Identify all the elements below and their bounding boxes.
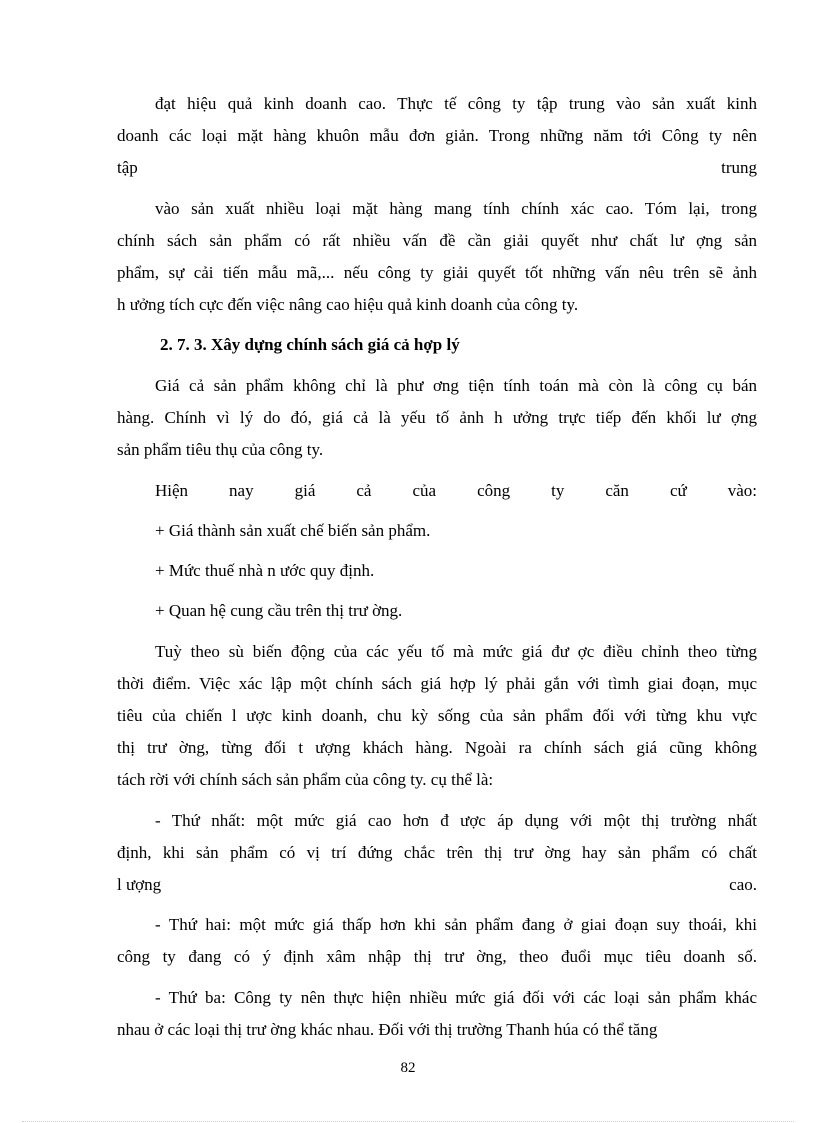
paragraph-line: đạt hiệu quả kinh doanh cao. Thực tế công ty tập trung vào sản xuất kinh [155,94,757,113]
word: của [412,481,437,500]
word: cứ [669,481,687,500]
paragraph-line: chính sách sản phẩm có rất nhiều vấn đề cần giải quyết như chất lư ợng sản [117,231,757,250]
paragraph-line: tách rời với chính sách sản phẩm của công ty. cụ thể là: [117,770,494,789]
point-line: nhau ở các loại thị trư ờng khác nhau. Đối với thị trường Thanh húa có thể tăng [117,1020,658,1039]
word: nay [229,481,254,500]
paragraph-line: Giá cả sản phẩm không chỉ là phư ơng tiện tính toán mà còn là công cụ bán [155,376,757,395]
point-line-right: cao. [729,875,757,894]
point-line-left: l ượng [117,875,162,894]
paragraph-line: thời điểm. Việc xác lập một chính sách giá hợp lý phải gắn với tìmh giai đoạn, mục [117,674,757,693]
spread-line [155,480,757,502]
paragraph-line: Tuỳ theo sù biến động của các yếu tố mà mức giá đư ợc điều chỉnh theo từng [155,642,757,661]
point-line: công ty đang có ý định xâm nhập thị trư ờng, theo đuổi mục tiêu doanh số. [117,947,757,966]
paragraph-line: phẩm, sự cải tiến mẫu mã,... nếu công ty giải quyết tốt những vấn nêu trên sẽ ảnh [117,263,757,282]
bullet-item: + Giá thành sản xuất chế biến sản phẩm. [155,521,431,540]
word: ty [551,481,565,500]
paragraph-line: tiêu của chiến l ược kinh doanh, chu kỳ sống của sản phẩm đối với từng khu vực [117,706,757,725]
word: căn [605,481,629,500]
bullet-item: + Mức thuế nhà n ước quy định. [155,561,375,580]
page-bottom-divider [22,1121,794,1122]
page-number: 82 [400,1060,416,1076]
paragraph-line: sản phẩm tiêu thụ của công ty. [117,440,324,459]
paragraph-line: vào sản xuất nhiều loại mặt hàng mang tính chính xác cao. Tóm lại, trong [155,199,757,218]
word: công [477,481,511,500]
paragraph-line: thị trư ờng, từng đối t ượng khách hàng. Ngoài ra chính sách giá cũng không [117,738,757,757]
word: cả [356,481,372,500]
paragraph-line-right: trung [721,158,757,177]
point-line: - Thứ hai: một mức giá thấp hơn khi sản phẩm đang ở giai đoạn suy thoái, khi [155,915,757,934]
word: vào: [727,481,757,500]
paragraph-line: hàng. Chính vì lý do đó, giá cả là yếu tố ảnh h ưởng trực tiếp đến khối lư ợng [117,408,757,427]
word: Hiện [155,481,189,500]
bullet-item: + Quan hệ cung cầu trên thị trư ờng. [155,601,403,620]
word: giá [294,481,316,500]
point-line: - Thứ nhất: một mức giá cao hơn đ ược áp dụng với một thị trường nhất [155,811,757,830]
section-heading: 2. 7. 3. Xây dựng chính sách giá cả hợp lý [160,335,460,354]
point-line: định, khi sản phẩm có vị trí đứng chắc trên thị trư ờng hay sản phẩm có chất [117,843,757,862]
paragraph-line: doanh các loại mặt hàng khuôn mẫu đơn giản. Trong những năm tới Công ty nên [117,126,757,145]
point-line: - Thứ ba: Công ty nên thực hiện nhiều mức giá đối với các loại sản phẩm khác [155,988,757,1007]
paragraph-line: h ưởng tích cực đến việc nâng cao hiệu quả kinh doanh của công ty. [117,295,579,314]
paragraph-line-left: tập [117,158,138,177]
